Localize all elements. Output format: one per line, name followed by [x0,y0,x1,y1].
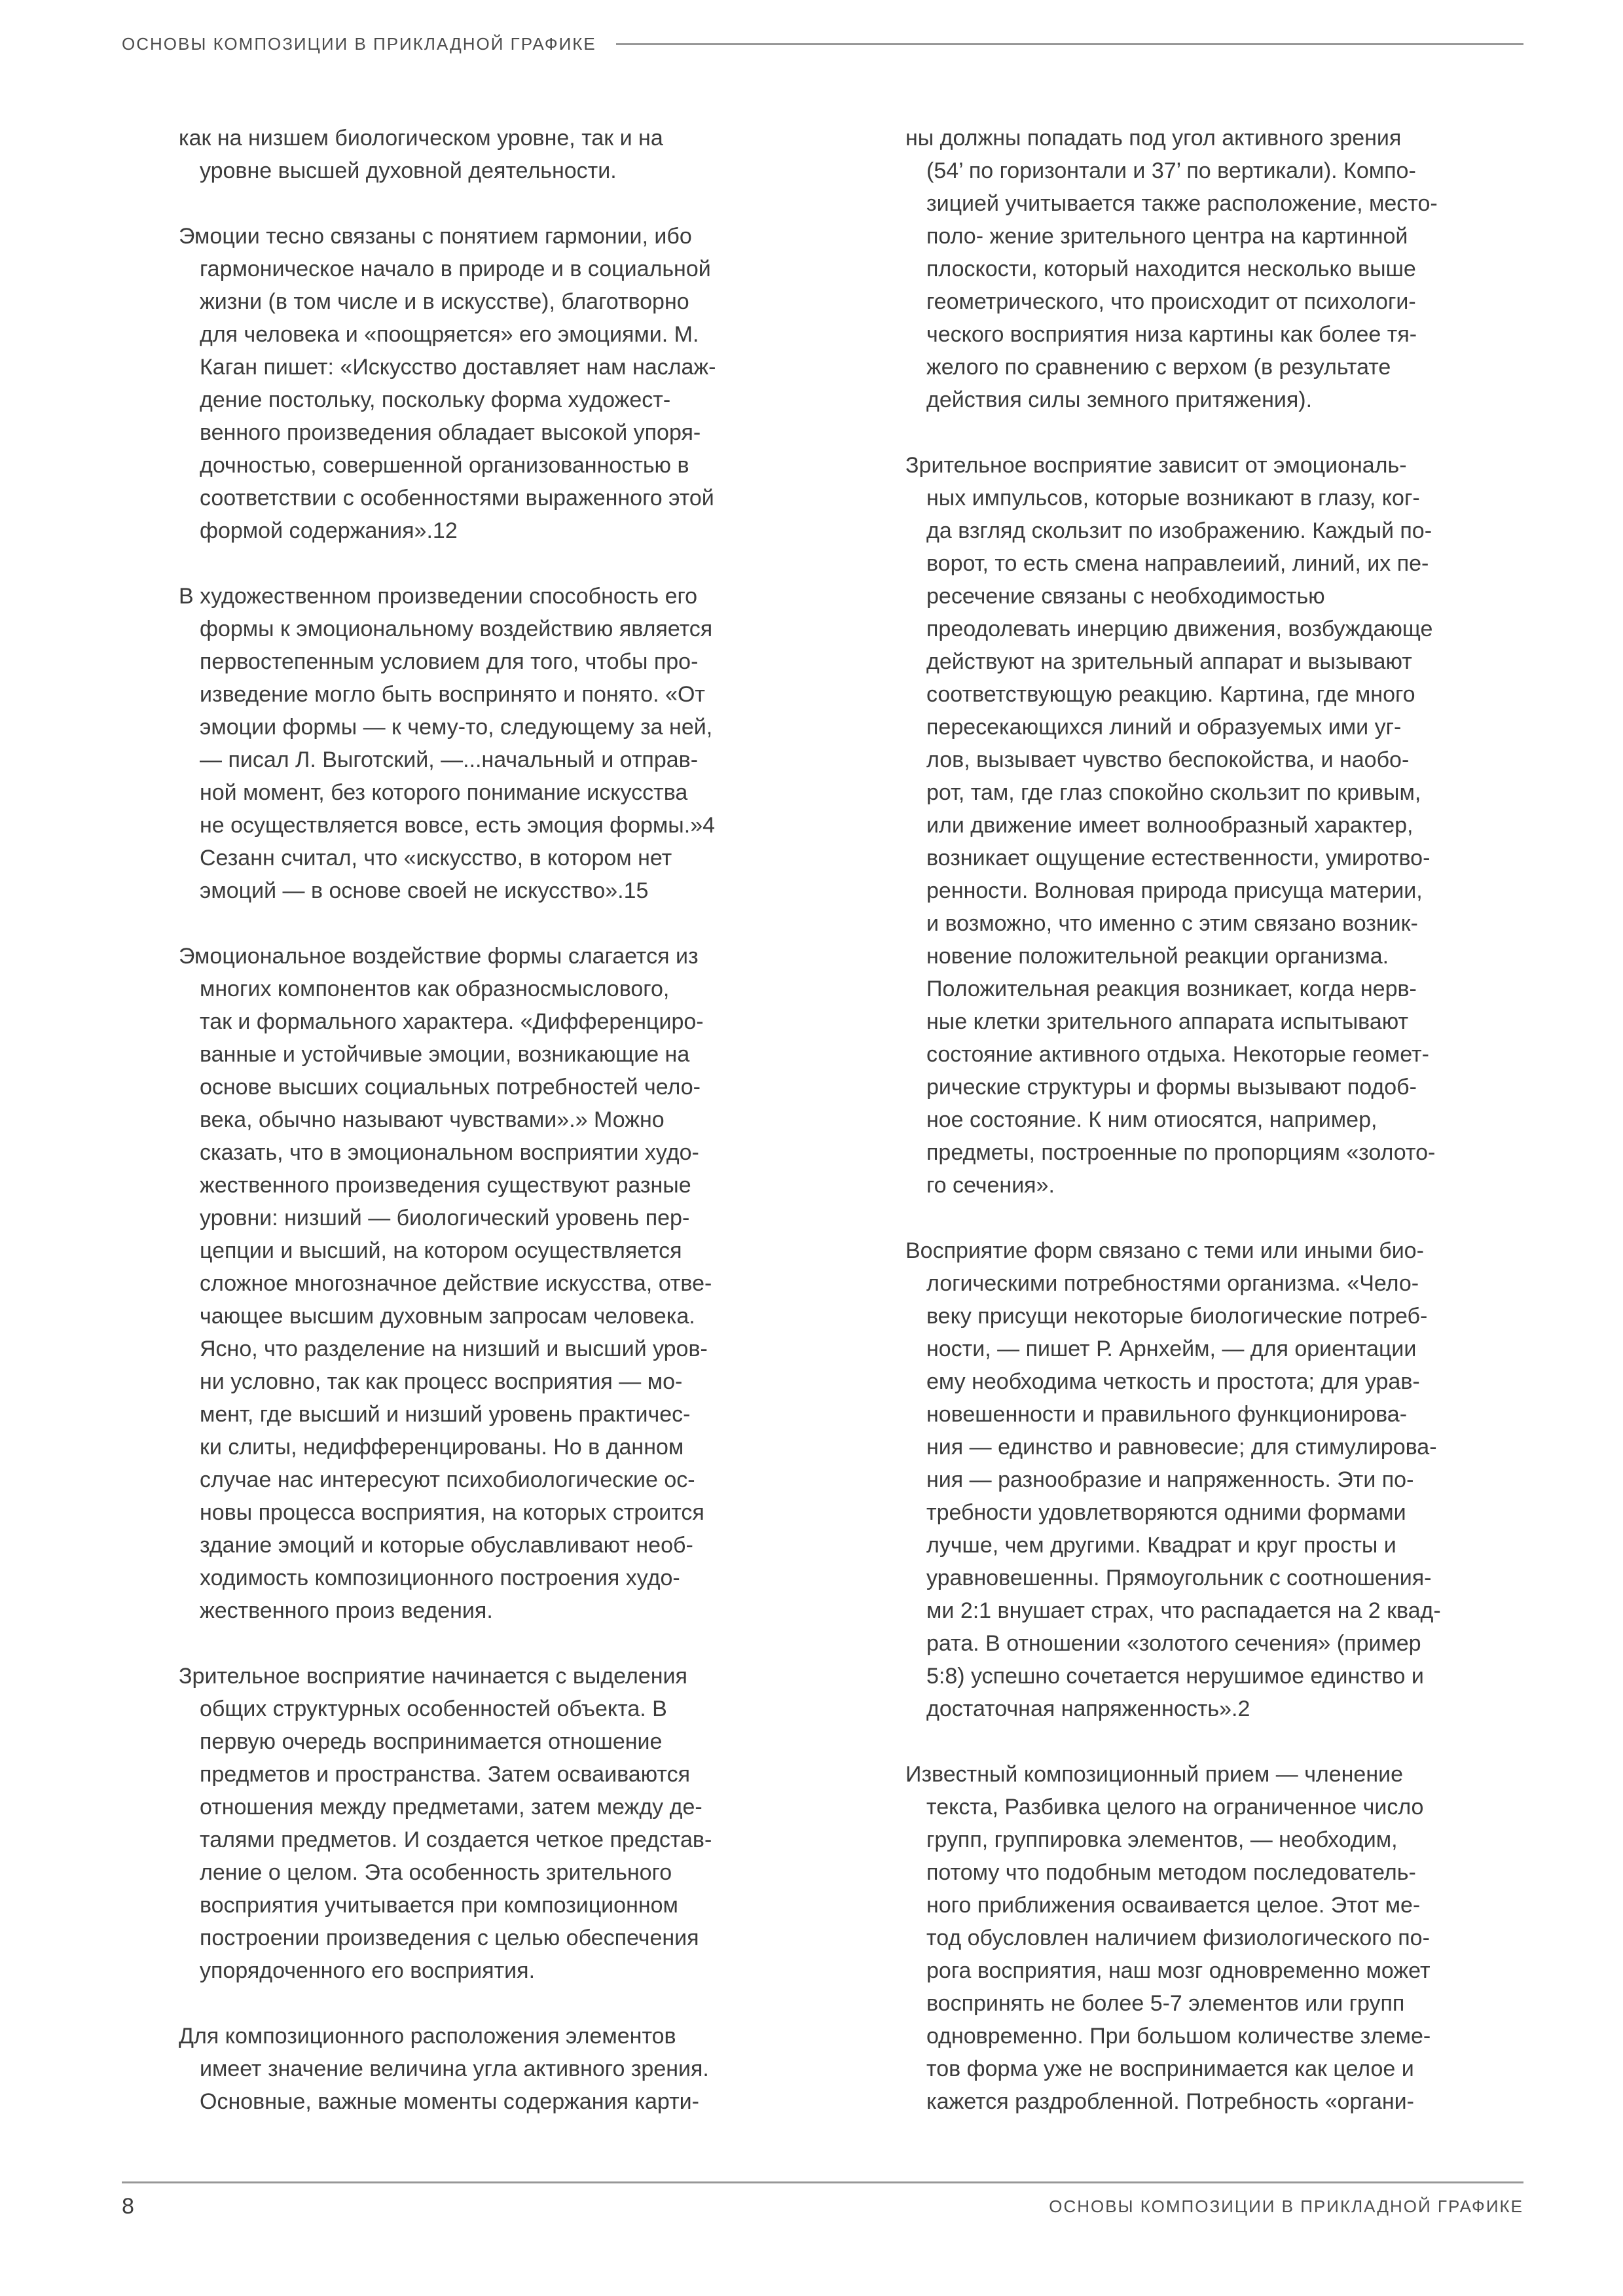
text-line: лов, вызывает чувство беспокойства, и наобо- [926,747,1410,772]
text-line: тод обусловлен наличием физиологического по- [926,1926,1430,1950]
text-line: веку присущи некоторые биологические потреб- [926,1304,1428,1329]
text-line: Известный композиционный прием — членение [905,1762,1404,1787]
text-line: основе высших социальных потребностей чело- [200,1075,701,1100]
text-line: тов форма уже не воспринимается как целое и [926,2056,1414,2081]
footer-title: ОСНОВЫ КОМПОЗИЦИИ В ПРИКЛАДНОЙ ГРАФИКЕ [1049,2197,1523,2216]
text-line: кажется раздробленной. Потребность «органи- [926,2089,1414,2114]
text-line: ны должны попадать под угол активного зрения [905,126,1402,151]
text-line: ного приближения осваивается целое. Этот ме- [926,1893,1421,1918]
text-line: имеет значение величина угла активного зрения. [200,2056,709,2081]
text-line: — писал Л. Выготский, —...начальный и отправ- [200,747,699,772]
text-line: и возможно, что именно с этим связано возник- [926,911,1418,936]
footer-rule [122,2181,1523,2183]
text-line: чающее высшим духовным запросам человека. [200,1304,695,1329]
paragraph [179,122,828,187]
text-line: дочностью, совершенной организованностью в [200,453,689,478]
text-line: Зрительное восприятие начинается с выделения [179,1664,687,1689]
text-line: жественного произведения существуют разные [200,1173,691,1198]
text-line: Основные, важные моменты содержания карти- [200,2089,699,2114]
paragraph [179,2020,828,2118]
text-line: общих структурных особенностей объекта. В [200,1696,667,1721]
text-line: го сечения». [926,1173,1055,1198]
paragraph [179,220,828,547]
text-line: поло- жение зрительного центра на картинной [926,224,1408,249]
text-line: ренности. Волновая природа присуща материи, [926,878,1423,903]
text-line: рот, там, где глаз спокойно скользит по кривым, [926,780,1421,805]
text-line: упорядоченного его восприятия. [200,1958,536,1983]
header-rule [616,43,1523,45]
text-line: отношения между предметами, затем между де- [200,1795,702,1820]
text-line: ми 2:1 внушает страх, что распадается на 2 квад- [926,1598,1441,1623]
text-line: В художественном произведении способность его [179,584,698,609]
text-line: ния — разнообразие и напряженность. Эти по- [926,1467,1414,1492]
text-line: геометрического, что происходит от психологи- [926,289,1416,314]
text-line: соответствии с особенностями выраженного этой [200,486,714,511]
text-line: первую очередь воспринимается отношение [200,1729,663,1754]
text-line: формой содержания».12 [200,518,458,543]
text-line: дение постольку, поскольку форма художест- [200,387,671,412]
text-line: Каган пишет: «Искусство доставляет нам наслаж- [200,355,716,380]
text-line: действуют на зрительный аппарат и вызывают [926,649,1412,674]
text-line: многих компонентов как образносмыслового, [200,977,670,1001]
text-line: Ясно, что разделение на низший и высший уров- [200,1336,708,1361]
text-line: не осуществляется вовсе, есть эмоция формы.»4 [200,813,716,838]
text-line: Положительная реакция возникает, когда нерв- [926,977,1417,1001]
text-line: формы к эмоциональному воздействию является [200,617,713,641]
text-line: Эмоциональное воздействие формы слагается из [179,944,699,969]
paragraph [179,940,828,1627]
text-line: построении произведения с целью обеспечения [200,1926,699,1950]
text-line: восприятия учитывается при композиционном [200,1893,678,1918]
text-line: эмоций — в основе своей не искусство».15 [200,878,649,903]
text-line: рические структуры и формы вызывают подоб- [926,1075,1417,1100]
text-line: рога восприятия, наш мозг одновременно может [926,1958,1431,1983]
text-line: воспринять не более 5-7 элементов или групп [926,1991,1405,2016]
text-line: ванные и устойчивые эмоции, возникающие на [200,1042,690,1067]
text-line: ных импульсов, которые возникают в глазу, ког- [926,486,1420,511]
text-line: ходимость композиционного построения худо- [200,1566,680,1590]
text-line: лучше, чем другими. Квадрат и круг просты и [926,1533,1396,1558]
text-line: новы процесса восприятия, на которых строится [200,1500,704,1525]
text-line: здание эмоций и которые обуславливают необ- [200,1533,693,1558]
text-line: Восприятие форм связано с теми или иными био- [905,1238,1424,1263]
text-line: сложное многозначное действие искусства, отве- [200,1271,712,1296]
text-line: возникает ощущение естественности, умиротво- [926,846,1431,870]
text-line: уравновешенны. Прямоугольник с соотношения- [926,1566,1432,1590]
header-title: ОСНОВЫ КОМПОЗИЦИИ В ПРИКЛАДНОЙ ГРАФИКЕ [122,34,596,54]
text-line: одновременно. При большом количестве злеме- [926,2024,1431,2049]
text-line: цепции и высший, на котором осуществляется [200,1238,682,1263]
footer-page-number: 8 [122,2194,134,2219]
text-line: достаточная напряженность».2 [926,1696,1250,1721]
paragraph [179,580,828,907]
text-line: уровне высшей духовной деятельности. [200,158,617,183]
text-line: соответствующую реакцию. Картина, где много [926,682,1415,707]
text-line: текста, Разбивка целого на ограниченное число [926,1795,1424,1820]
text-line: ему необходима четкость и простота; для урав- [926,1369,1420,1394]
text-line: предметов и пространства. Затем осваиваются [200,1762,691,1787]
text-line: ное состояние. К ним отиосятся, например, [926,1107,1377,1132]
text-line: сказать, что в эмоциональном восприятии худо- [200,1140,699,1165]
text-line: ные клетки зрительного аппарата испытывают [926,1009,1409,1034]
text-line: логическими потребностями организма. «Чело- [926,1271,1419,1296]
text-line: требности удовлетворяются одними формами [926,1500,1406,1525]
text-line: для человека и «поощряется» его эмоциями. М. [200,322,699,347]
text-line: венного произведения обладает высокой упоря- [200,420,701,445]
paragraph [905,1234,1555,1725]
text-line: ности, — пишет Р. Арнхейм, — для ориентации [926,1336,1417,1361]
text-line: изведение могло быть воспринято и понято. «От [200,682,705,707]
text-line: талями предметов. И создается четкое представ- [200,1827,712,1852]
text-line: ческого восприятия низа картины как более тя- [926,322,1417,347]
text-line: или движение имеет волнообразный характер, [926,813,1413,838]
left-column [179,122,828,2118]
text-line: Эмоции тесно связаны с понятием гармонии, ибо [179,224,692,249]
text-line: ки слиты, недифференцированы. Но в данном [200,1435,684,1460]
text-line: уровни: низший — биологический уровень пер- [200,1206,690,1230]
text-line: так и формального характера. «Дифференциро- [200,1009,704,1034]
page-header [122,34,1523,54]
text-line: как на низшем биологическом уровне, так и на [179,126,663,151]
text-line: века, обычно называют чувствами».» Можно [200,1107,665,1132]
text-line: гармоническое начало в природе и в социальной [200,257,711,281]
text-line: плоскости, который находится несколько выше [926,257,1416,281]
text-line: да взгляд скользит по изображению. Каждый по- [926,518,1432,543]
paragraph [905,449,1555,1202]
text-line: первостепенным условием для того, чтобы про- [200,649,699,674]
text-line: ворот, то есть смена направлеиий, линий, их пе- [926,551,1429,576]
text-line: желого по сравнению с верхом (в результате [926,355,1391,380]
text-line: ресечение связаны с необходимостью [926,584,1325,609]
text-line: ление о целом. Эта особенность зрительного [200,1860,672,1885]
text-line: жизни (в том числе и в искусстве), благотворно [200,289,689,314]
text-line: Зрительное восприятие зависит от эмоциональ- [905,453,1407,478]
text-line: зицией учитывается также расположение, место- [926,191,1438,216]
text-line: эмоции формы — к чему-то, следующему за ней, [200,715,713,740]
text-line: жественного произ ведения. [200,1598,493,1623]
text-line: состояние активного отдыха. Некоторые геомет- [926,1042,1429,1067]
text-line: новение положительной реакции организма. [926,944,1389,969]
paragraph [179,1660,828,1987]
text-line: предметы, построенные по пропорциям «золото- [926,1140,1436,1165]
text-line: (54’ по горизонтали и 37’ по вертикали). Компо- [926,158,1416,183]
paragraph [905,122,1555,416]
text-line: случае нас интересуют психобиологические ос- [200,1467,695,1492]
text-line: Сезанн считал, что «искусство, в котором нет [200,846,672,870]
text-line: 5:8) успешно сочетается нерушимое единство и [926,1664,1424,1689]
paragraph [905,1758,1555,2118]
text-line: групп, группировка элементов, — необходим, [926,1827,1398,1852]
text-line: ния — единство и равновесие; для стимулирова- [926,1435,1437,1460]
text-line: мент, где высший и низший уровень практичес- [200,1402,691,1427]
text-line: ной момент, без которого понимание искусства [200,780,688,805]
text-line: пересекающихся линий и образуемых ими уг- [926,715,1402,740]
text-line: действия силы земного притяжения). [926,387,1313,412]
text-line: преодолевать инерцию движения, возбуждающе [926,617,1433,641]
text-line: Для композиционного расположения элементов [179,2024,676,2049]
text-line: ни условно, так как процесс восприятия — мо- [200,1369,683,1394]
text-line: рата. В отношении «золотого сечения» (пример [926,1631,1421,1656]
text-columns [179,122,1555,2118]
text-line: новешенности и правильного функционирова- [926,1402,1408,1427]
text-line: потому что подобным методом последователь- [926,1860,1416,1885]
right-column [905,122,1555,2118]
